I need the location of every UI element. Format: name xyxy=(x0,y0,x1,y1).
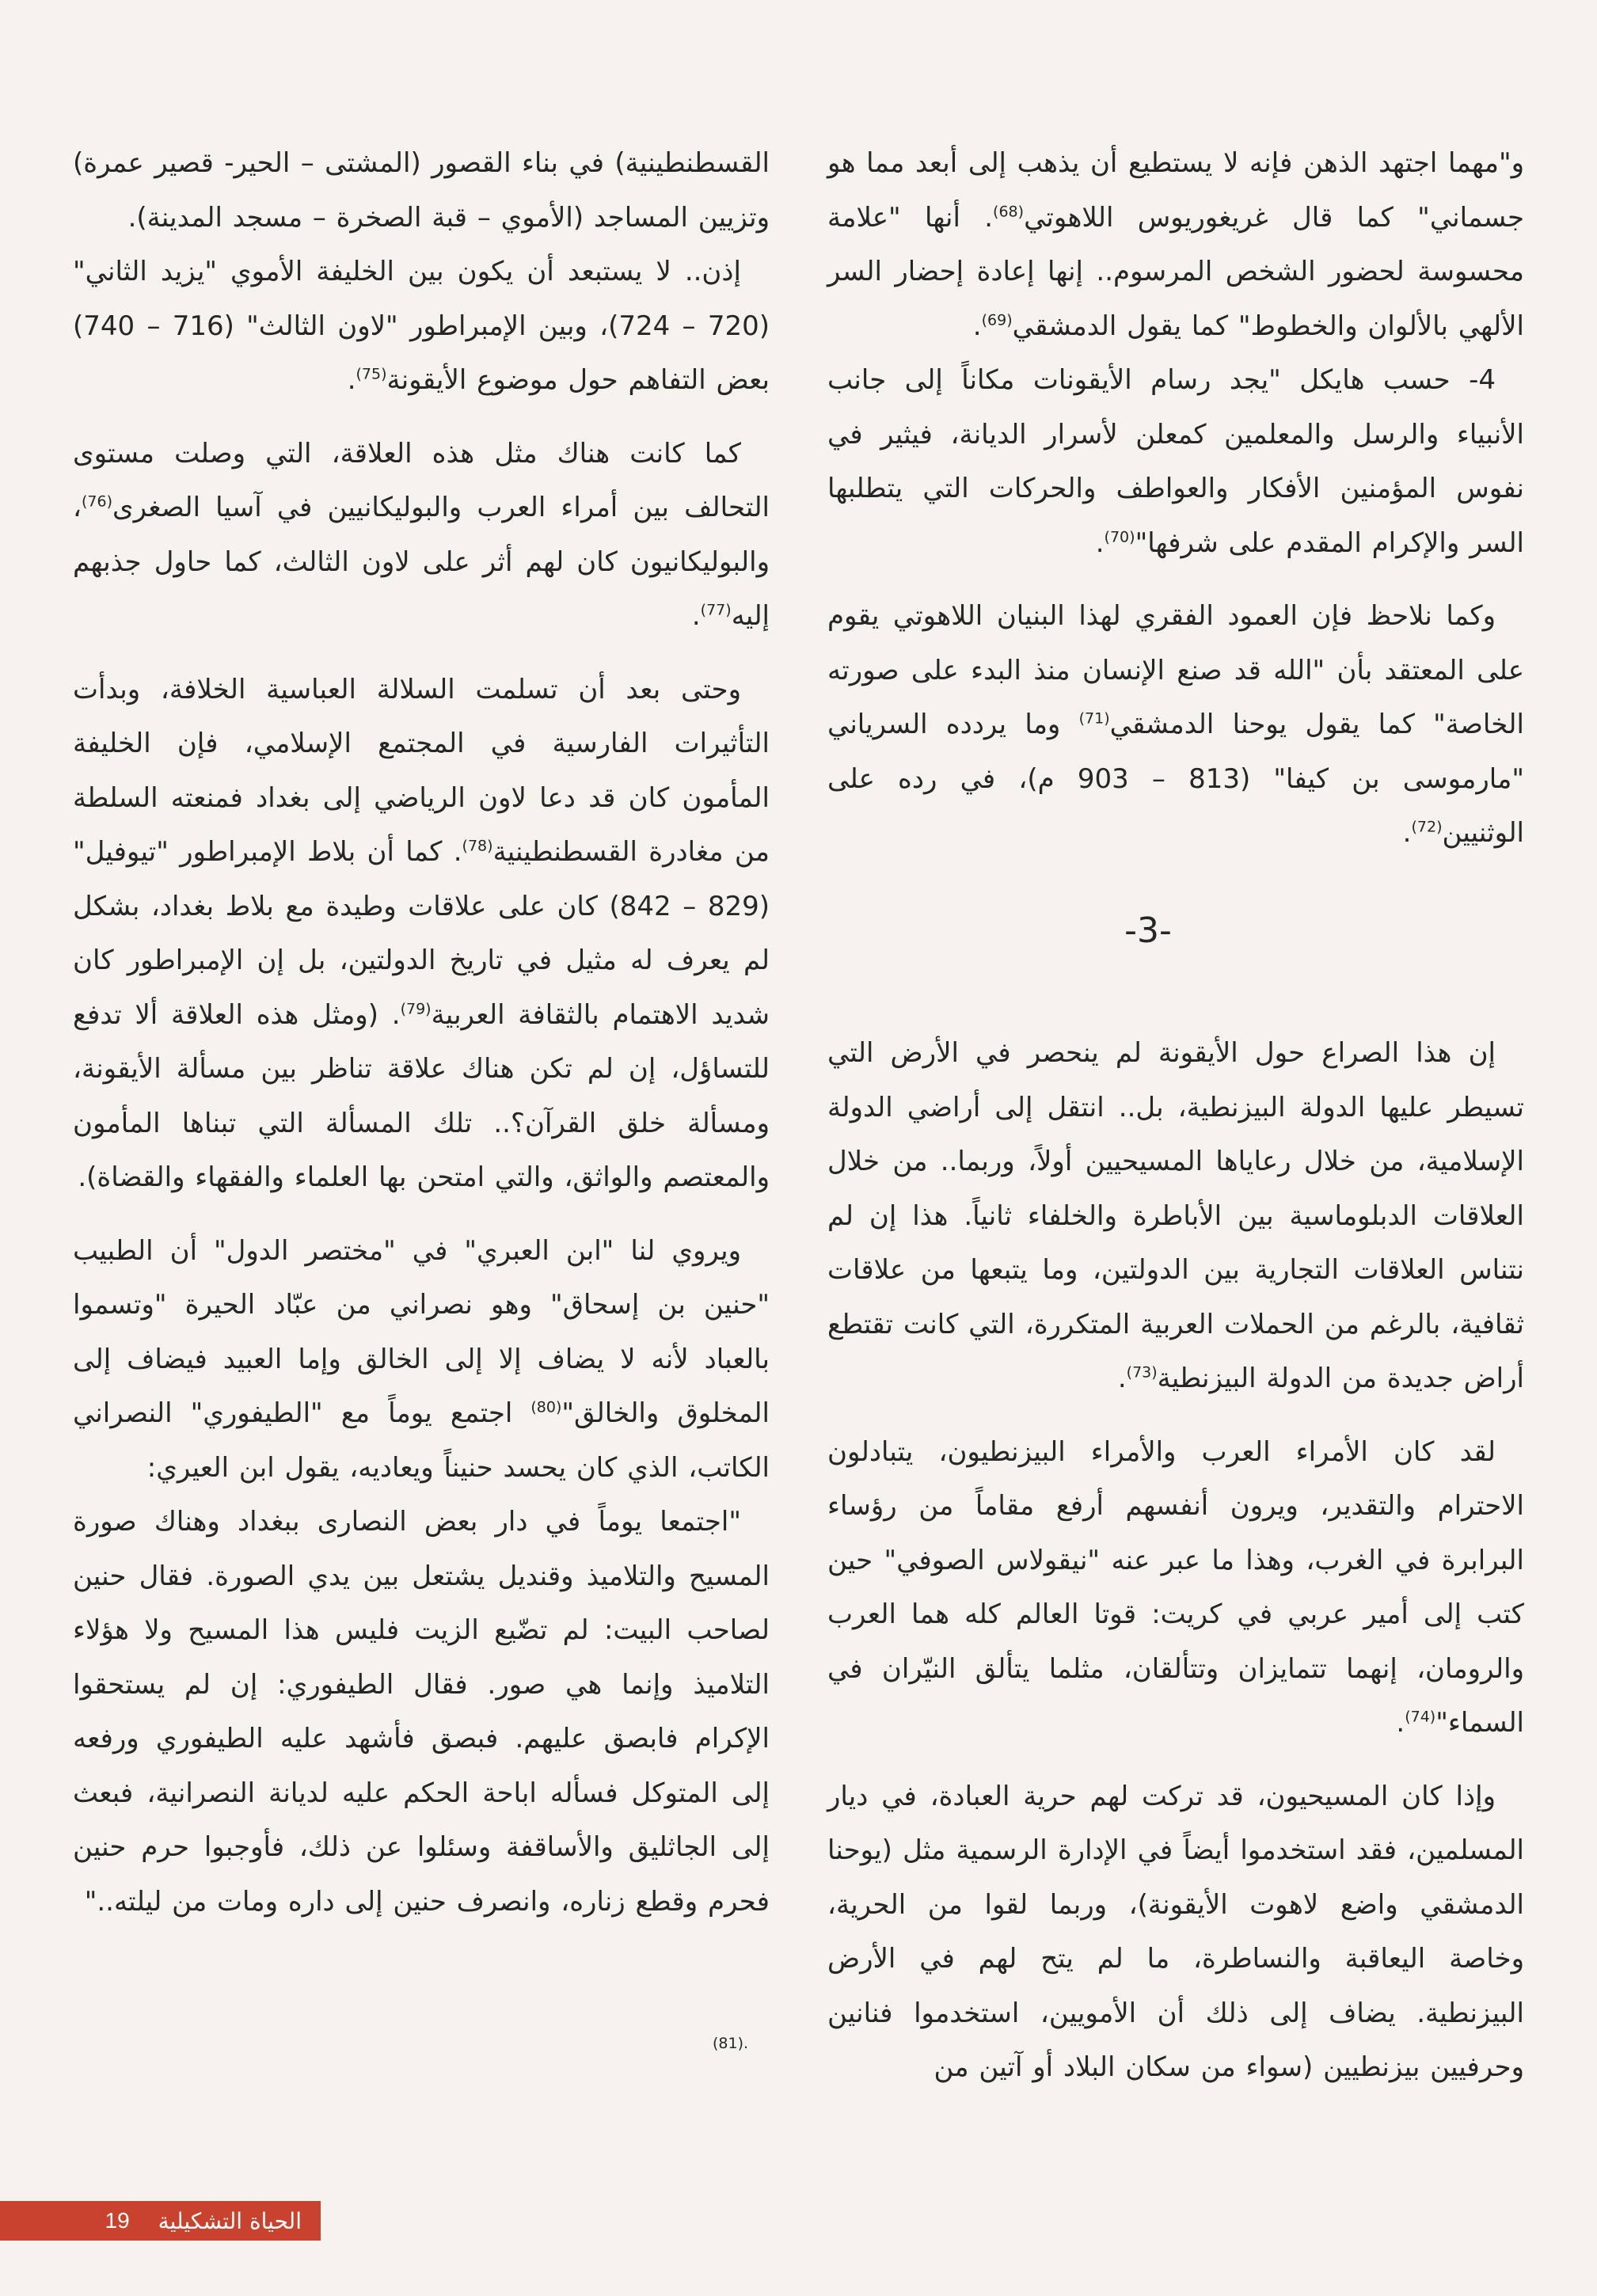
footnote-marker: (81). xyxy=(713,2035,749,2052)
paragraph: 4- حسب هايكل "يجد رسام الأيقونات مكاناً إلى جانب الأنبياء والرسل والمعلمين كمعلن لأسرار الديانة، فيثير في نفوس المؤمنين الأفكار والعواطف والحركات التي يتطلبها السر والإكرام المقدم على شرفها"$^{(70)}$. xyxy=(827,364,1524,559)
paragraph: كما كانت هناك مثل هذه العلاقة، التي وصلت مستوى التحالف بين أمراء العرب والبوليكانيين في آسيا الصغرى$^{(76)}$، والبوليكانيون كان لهم أثر على لاون الثالث، كما حاول جذبهم إليه$^{(77)}$. xyxy=(73,437,770,632)
right-column xyxy=(827,136,1524,861)
page-number: 19 xyxy=(105,2208,130,2233)
paragraph: و"مهما اجتهد الذهن فإنه لا يستطيع أن يذهب إلى أبعد مما هو جسماني" كما قال غريغوريوس اللاهوتي$^{(68)}$. أنها "علامة محسوسة لحضور الشخص المرسوم.. إنها إعادة إحضار السر الألهي بالألوان والخطوط" كما يقول الدمشقي$^{(69)}$. xyxy=(827,147,1524,342)
paragraph: إن هذا الصراع حول الأيقونة لم ينحصر في الأرض التي تسيطر عليها الدولة البيزنطية، بل.. انتقل إلى أراضي الدولة الإسلامية، من خلال رعاياها المسيحيين أولاً، وربما.. من خلال العلاقات الدبلوماسية بين الأباطرة والخلفاء ثانياً. هذا إن لم نتناس العلاقات التجارية بين الدولتين، وما يتبعها من علاقات ثقافية، بالرغم من الحملات العربية المتكررة، التي كانت تقتطع أراض جديدة من الدولة البيزنطية$^{(73)}$. xyxy=(827,1037,1524,1394)
right-column-lower xyxy=(827,1026,1524,2095)
magazine-name: الحياة التشكيلية xyxy=(158,2207,302,2234)
paragraph: إذن.. لا يستبعد أن يكون بين الخليفة الأموي "يزيد الثاني" (720 – 724)، وبين الإمبراطور "لاون الثالث" (716 – 740) بعض التفاهم حول موضوع الأيقونة$^{(75)}$. xyxy=(73,256,770,396)
section-number: -3- xyxy=(1124,910,1172,951)
paragraph: وإذا كان المسيحيون، قد تركت لهم حرية العبادة، في ديار المسلمين، فقد استخدموا أيضاً في الإدارة الرسمية مثل (يوحنا الدمشقي واضع لاهوت الأيقونة)، وربما لقوا من الحرية، وخاصة اليعاقبة والنساطرة، ما لم يتح لهم في الأرض البيزنطية. يضاف إلى ذلك أن الأمويين، استخدموا فنانين وحرفيين بيزنطيين (سواء من سكان البلاد أو آتين من xyxy=(827,1780,1524,2083)
page-footer xyxy=(0,2201,321,2241)
paragraph: وحتى بعد أن تسلمت السلالة العباسية الخلافة، وبدأت التأثيرات الفارسية في المجتمع الإسلامي، فإن الخليفة المأمون كان قد دعا لاون الرياضي إلى بغداد فمنعته السلطة من مغادرة القسطنطينية$^{(78)}$. كما أن بلاط الإمبراطور "تيوفيل" (829 – 842) كان على علاقات وطيدة مع بلاط بغداد، بشكل لم يعرف له مثيل في تاريخ الدولتين، بل إن الإمبراطور كان شديد الاهتمام بالثقافة العربية$^{(79)}$. (ومثل هذه العلاقة ألا تدفع للتساؤل، إن لم تكن هناك علاقة تناظر بين مسألة الأيقونة، ومسألة خلق القرآن؟.. تلك المسألة التي تبناها المأمون والمعتصم والواثق، والتي امتحن بها العلماء والفقهاء والقضاة). xyxy=(73,673,770,1193)
paragraph: وكما نلاحظ فإن العمود الفقري لهذا البنيان اللاهوتي يقوم على المعتقد بأن "الله قد صنع الإنسان منذ البدء على صورته الخاصة" كما يقول يوحنا الدمشقي$^{(71)}$ وما يردده السرياني "مارموسى بن كيفا" (813 – 903 م)، في رده على الوثنيين$^{(72)}$. xyxy=(827,600,1524,849)
left-column xyxy=(73,136,770,1929)
quotation: "اجتمعا يوماً في دار بعض النصارى ببغداد وهناك صورة المسيح والتلاميذ وقنديل يشتعل بين يدي الصورة. فقال حنين لصاحب البيت: لم تضّيع الزيت فليس هذا المسيح ولا هؤلاء التلاميذ وإنما هي صور. فقال الطيفوري: إن لم يستحقوا الإكرام فابصق عليهم. فبصق فأشهد عليه الطيفوري ورفعه إلى المتوكل فسأله اباحة الحكم عليه لديانة النصرانية، فبعث إلى الجاثليق والأساقفة وسئلوا عن ذلك، فأوجبوا حرم حنين فحرم وقطع زناره، وانصرف حنين إلى داره ومات من ليلته.." xyxy=(73,1506,770,1918)
paragraph: القسطنطينية) في بناء القصور (المشتى – الحير- قصير عمرة) وتزيين المساجد (الأموي – قبة الصخرة – مسجد المدينة). xyxy=(73,147,770,234)
paragraph: لقد كان الأمراء العرب والأمراء البيزنطيون، يتبادلون الاحترام والتقدير، ويرون أنفسهم أرفع مقاماً من رؤساء البرابرة في الغرب، وهذا ما عبر عنه "نيقولاس الصوفي" حين كتب إلى أمير عربي في كريت: قوتا العالم كله هما العرب والرومان، إنهما تتمايزان وتتألقان، مثلما يتألق النيّران في السماء"$^{(74)}$. xyxy=(827,1435,1524,1739)
paragraph: ويروي لنا "ابن العبري" في "مختصر الدول" أن الطبيب "حنين بن إسحاق" وهو نصراني من عبّاد الحيرة "وتسموا بالعباد لأنه لا يضاف إلا إلى الخالق وإما العبيد فيضاف إلى المخلوق والخالق"$^{(80)}$ اجتمع يوماً مع "الطيفوري" النصراني الكاتب، الذي كان يحسد حنيناً ويعاديه، يقول ابن العيري: xyxy=(73,1234,770,1484)
